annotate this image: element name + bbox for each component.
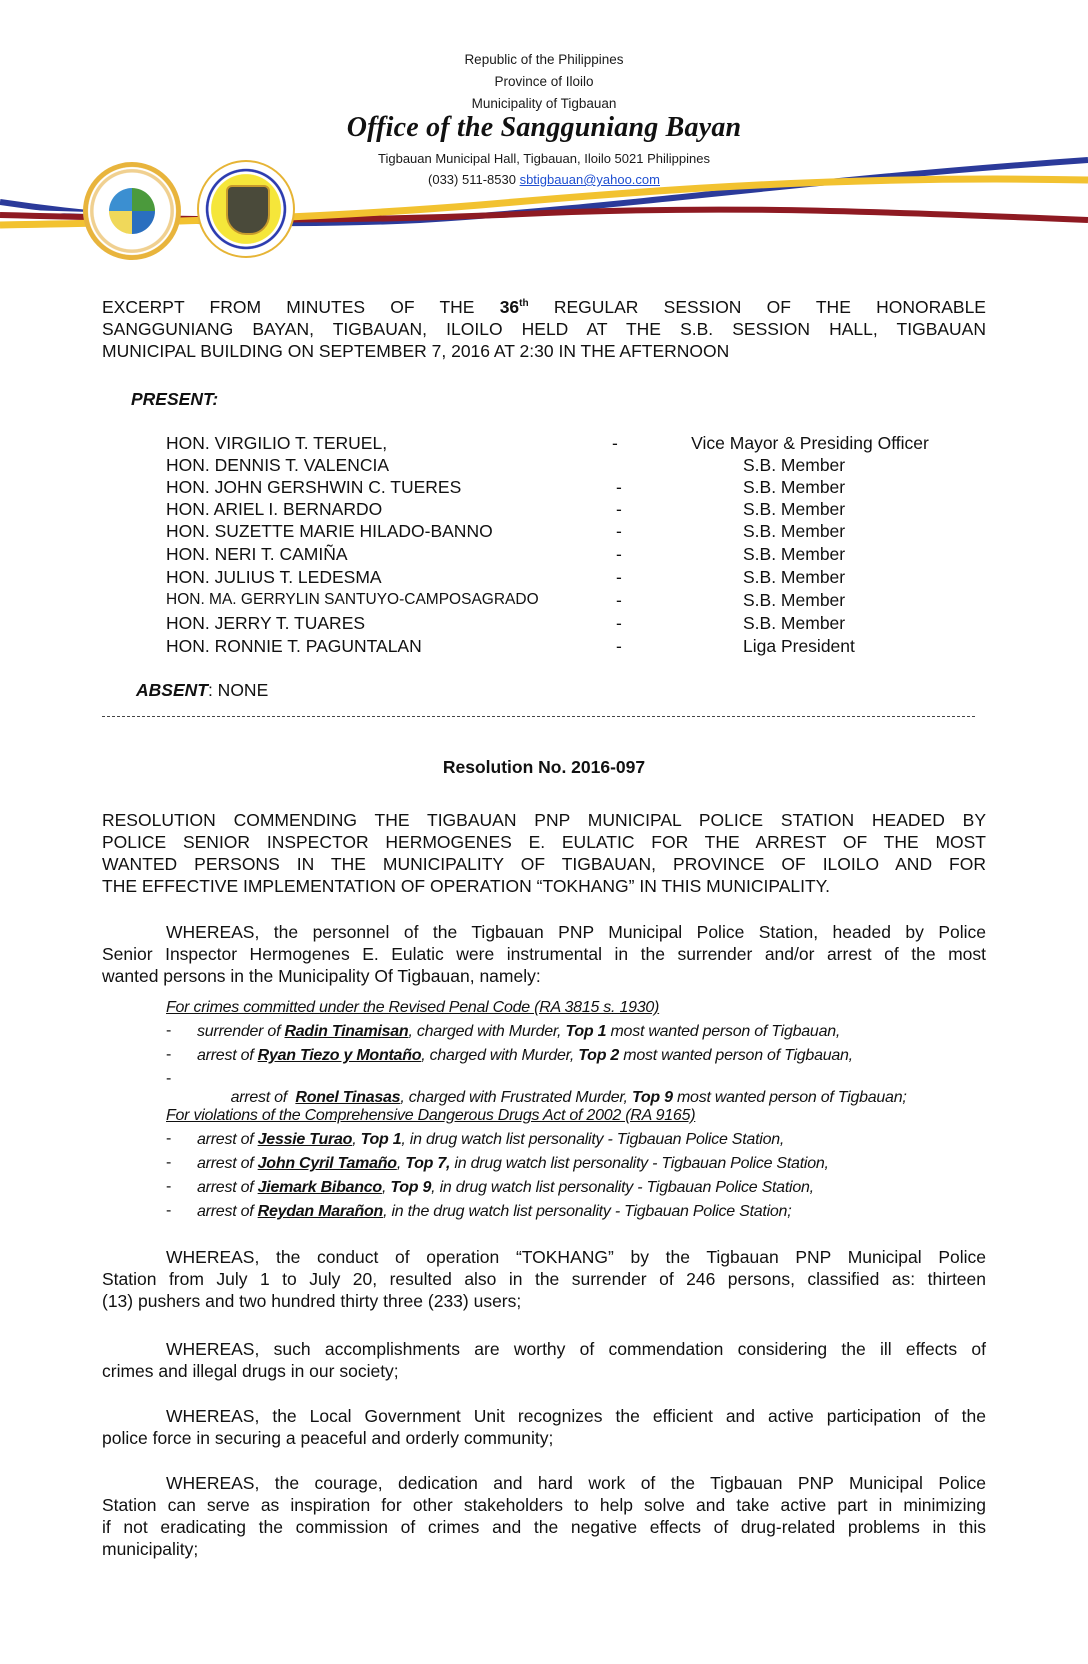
absent-label: ABSENT bbox=[136, 680, 208, 700]
section-divider bbox=[102, 716, 975, 717]
attendance-row: HON. NERI T. CAMIÑA - S.B. Member bbox=[166, 544, 846, 564]
attendance-row: HON. JERRY T. TUARES - S.B. Member bbox=[166, 613, 846, 633]
excerpt-line-2: SANGGUNIANG BAYAN, TIGBAUAN, ILOILO HELD AT THE S.B. SESSION HALL, TIGBAUAN bbox=[102, 319, 986, 339]
attendance-row: HON. JOHN GERSHWIN C. TUERES - S.B. Member bbox=[166, 477, 846, 497]
excerpt-line-3: MUNICIPAL BUILDING ON SEPTEMBER 7, 2016 AT 2:30 IN THE AFTERNOON bbox=[102, 341, 730, 361]
attendance-row: HON. JULIUS T. LEDESMA - S.B. Member bbox=[166, 567, 846, 587]
present-label: PRESENT: bbox=[131, 389, 219, 409]
absent-line bbox=[136, 680, 268, 702]
resolution-number: Resolution No. 2016-097 bbox=[442, 757, 646, 777]
letterhead-municipality: Municipality of Tigbauan bbox=[471, 96, 617, 111]
attendance-row: HON. MA. GERRYLIN SANTUYO-CAMPOSAGRADO - S.B. Member bbox=[166, 590, 846, 610]
municipality-seal-emblem bbox=[109, 188, 155, 234]
excerpt-line-1: EXCERPT FROM MINUTES OF THE 36th REGULAR SESSION OF THE HONORABLE bbox=[102, 297, 986, 317]
session-number: 36th bbox=[499, 297, 529, 317]
office-title: Office of the Sangguniang Bayan bbox=[346, 112, 742, 143]
phone-number: (033) 511-8530 bbox=[428, 172, 516, 187]
rpc-heading: For crimes committed under the Revised Penal Code (RA 3815 s. 1930) bbox=[166, 999, 660, 1016]
email-link[interactable]: sbtigbauan@yahoo.com bbox=[519, 172, 660, 187]
letterhead-address: Tigbauan Municipal Hall, Tigbauan, Iloilo 5021 Philippines bbox=[378, 151, 710, 166]
attendance-row: HON. SUZETTE MARIE HILADO-BANNO - S.B. Member bbox=[166, 521, 846, 541]
attendance-row: HON. ARIEL I. BERNARDO - S.B. Member bbox=[166, 499, 846, 519]
absent-value: : NONE bbox=[207, 680, 269, 700]
attendance-row: HON. DENNIS T. VALENCIA S.B. Member bbox=[166, 455, 846, 475]
attendance-row: HON. RONNIE T. PAGUNTALAN - Liga President bbox=[166, 636, 855, 656]
document-page: Republic of the Philippines Province of Iloilo Municipality of Tigbauan Office of the Sangguniang Bayan Tigbauan Municipal Hall, Tigbauan, Iloilo 5021 Philippines (033) 511-8530 sbtigbauan@yahoo.com EXCERPT FROM MINUTES OF THE 36th REGULAR SESSION OF THE HONORABLE SANGGUNIANG BAYAN, TIGBAUAN, ILOILO HELD AT THE S.B. SESSION HALL, TIGBAUAN MUNICIPAL BUILDING ON SEPTEMBER 7, 2016 AT 2:30 IN THE AFTERNOON PRESENT: HON. VIRGILIO T. TERUEL, - Vice Mayor & Presiding Officer HON. DENNIS T. VALENCIA S.B. Member HON. JOHN GERSHWIN C. TUERES - S.B. Member HON. ARIEL I. BERNARDO - S.B. Member HON. SUZETTE MARIE HILADO-BANNO - S.B. Member HON. NERI T. CAMIÑA - S.B. Member HON. JULIUS T. LEDESMA - S.B. Member HON. MA. GERRYLIN SANTUYO-CAMPOSAGRADO - S.B. Member HON. JERRY T. TUARES - S.B. Member HON. RONNIE T. PAGUNTALAN - Liga President ABSENT: NONE Resolution No. 2016-097 RESOLUTION COMMENDING THE TIGBAUAN PNP MUNICIPAL POLICE STATION HEADED BY POLICE SENIOR INSPECTOR HERMOGENES E. EULATIC FOR THE ARREST OF THE MOST WANTED PERSONS IN THE MUNICIPALITY OF TIGBAUAN, PROVINCE OF ILOILO AND FOR THE EFFECTIVE IMPLEMENTATION OF OPERATION “TOKHANG” IN THIS MUNICIPALITY. WHEREAS, the personnel of the Tigbauan PNP Municipal Police Station, headed by Police Senior Inspector Hermogenes E. Eulatic were instrumental in the surrender and/or arrest of the most wanted persons in the Municipality Of Tigbauan, namely: For crimes committed under the Revised Penal Code (RA 3815 s. 1930) - surrender of Radin Tinamisan, charged with Murder, Top 1 most wanted person of Tigbauan, - arrest of Ryan Tiezo y Montaño, charged with Murder, Top 2 most wanted person of Tigbauan, - arrest of Ronel Tinasas, charged with Frustrated Murder, Top 9 most wanted person of Tigbauan; For violations of the Comprehensive Dangerous Drugs Act of 2002 (RA 9165) - arrest of Jessie Turao, Top 1, in drug watch list personality - Tigbauan Police Station, - arrest of John Cyril Tamaño, Top 7, in drug watch list personality - Tigbauan Police Station, - arrest of Jiemark Bibanco, Top 9, in drug watch list personality - Tigbauan Police Station, - arrest of Reydan Marañon, in the drug watch list personality - Tigbauan Police Station; WHEREAS, the conduct of operation “TOKHANG” by the Tigbauan PNP Municipal Police Station from July 1 to July 20, resulted also in the surrender of 246 persons, classified as: thirteen (13) pushers and two hundred thirty three (233) users; WHEREAS, such accomplishments are worthy of commendation considering the ill effects of crimes and illegal drugs in our society; WHEREAS, the Local Government Unit recognizes the efficient and active participation of the police force in securing a peaceful and orderly community; WHEREAS, the courage, dedication and hard work of the Tigbauan PNP Municipal Police Station can serve as inspiration for other stakeholders to help solve and take active part in minimizing if not eradicating the commission of crimes and the negative effects of drug-related problems in this municipality; bbox=[0, 0, 1088, 1664]
drugs-heading: For violations of the Comprehensive Dangerous Drugs Act of 2002 (RA 9165) bbox=[166, 1107, 696, 1124]
seal-shield-icon bbox=[226, 185, 270, 235]
letterhead-republic: Republic of the Philippines bbox=[464, 52, 624, 67]
letterhead-province: Province of Iloilo bbox=[494, 74, 594, 89]
attendance-row: HON. VIRGILIO T. TERUEL, - Vice Mayor & Presiding Officer bbox=[166, 433, 929, 453]
